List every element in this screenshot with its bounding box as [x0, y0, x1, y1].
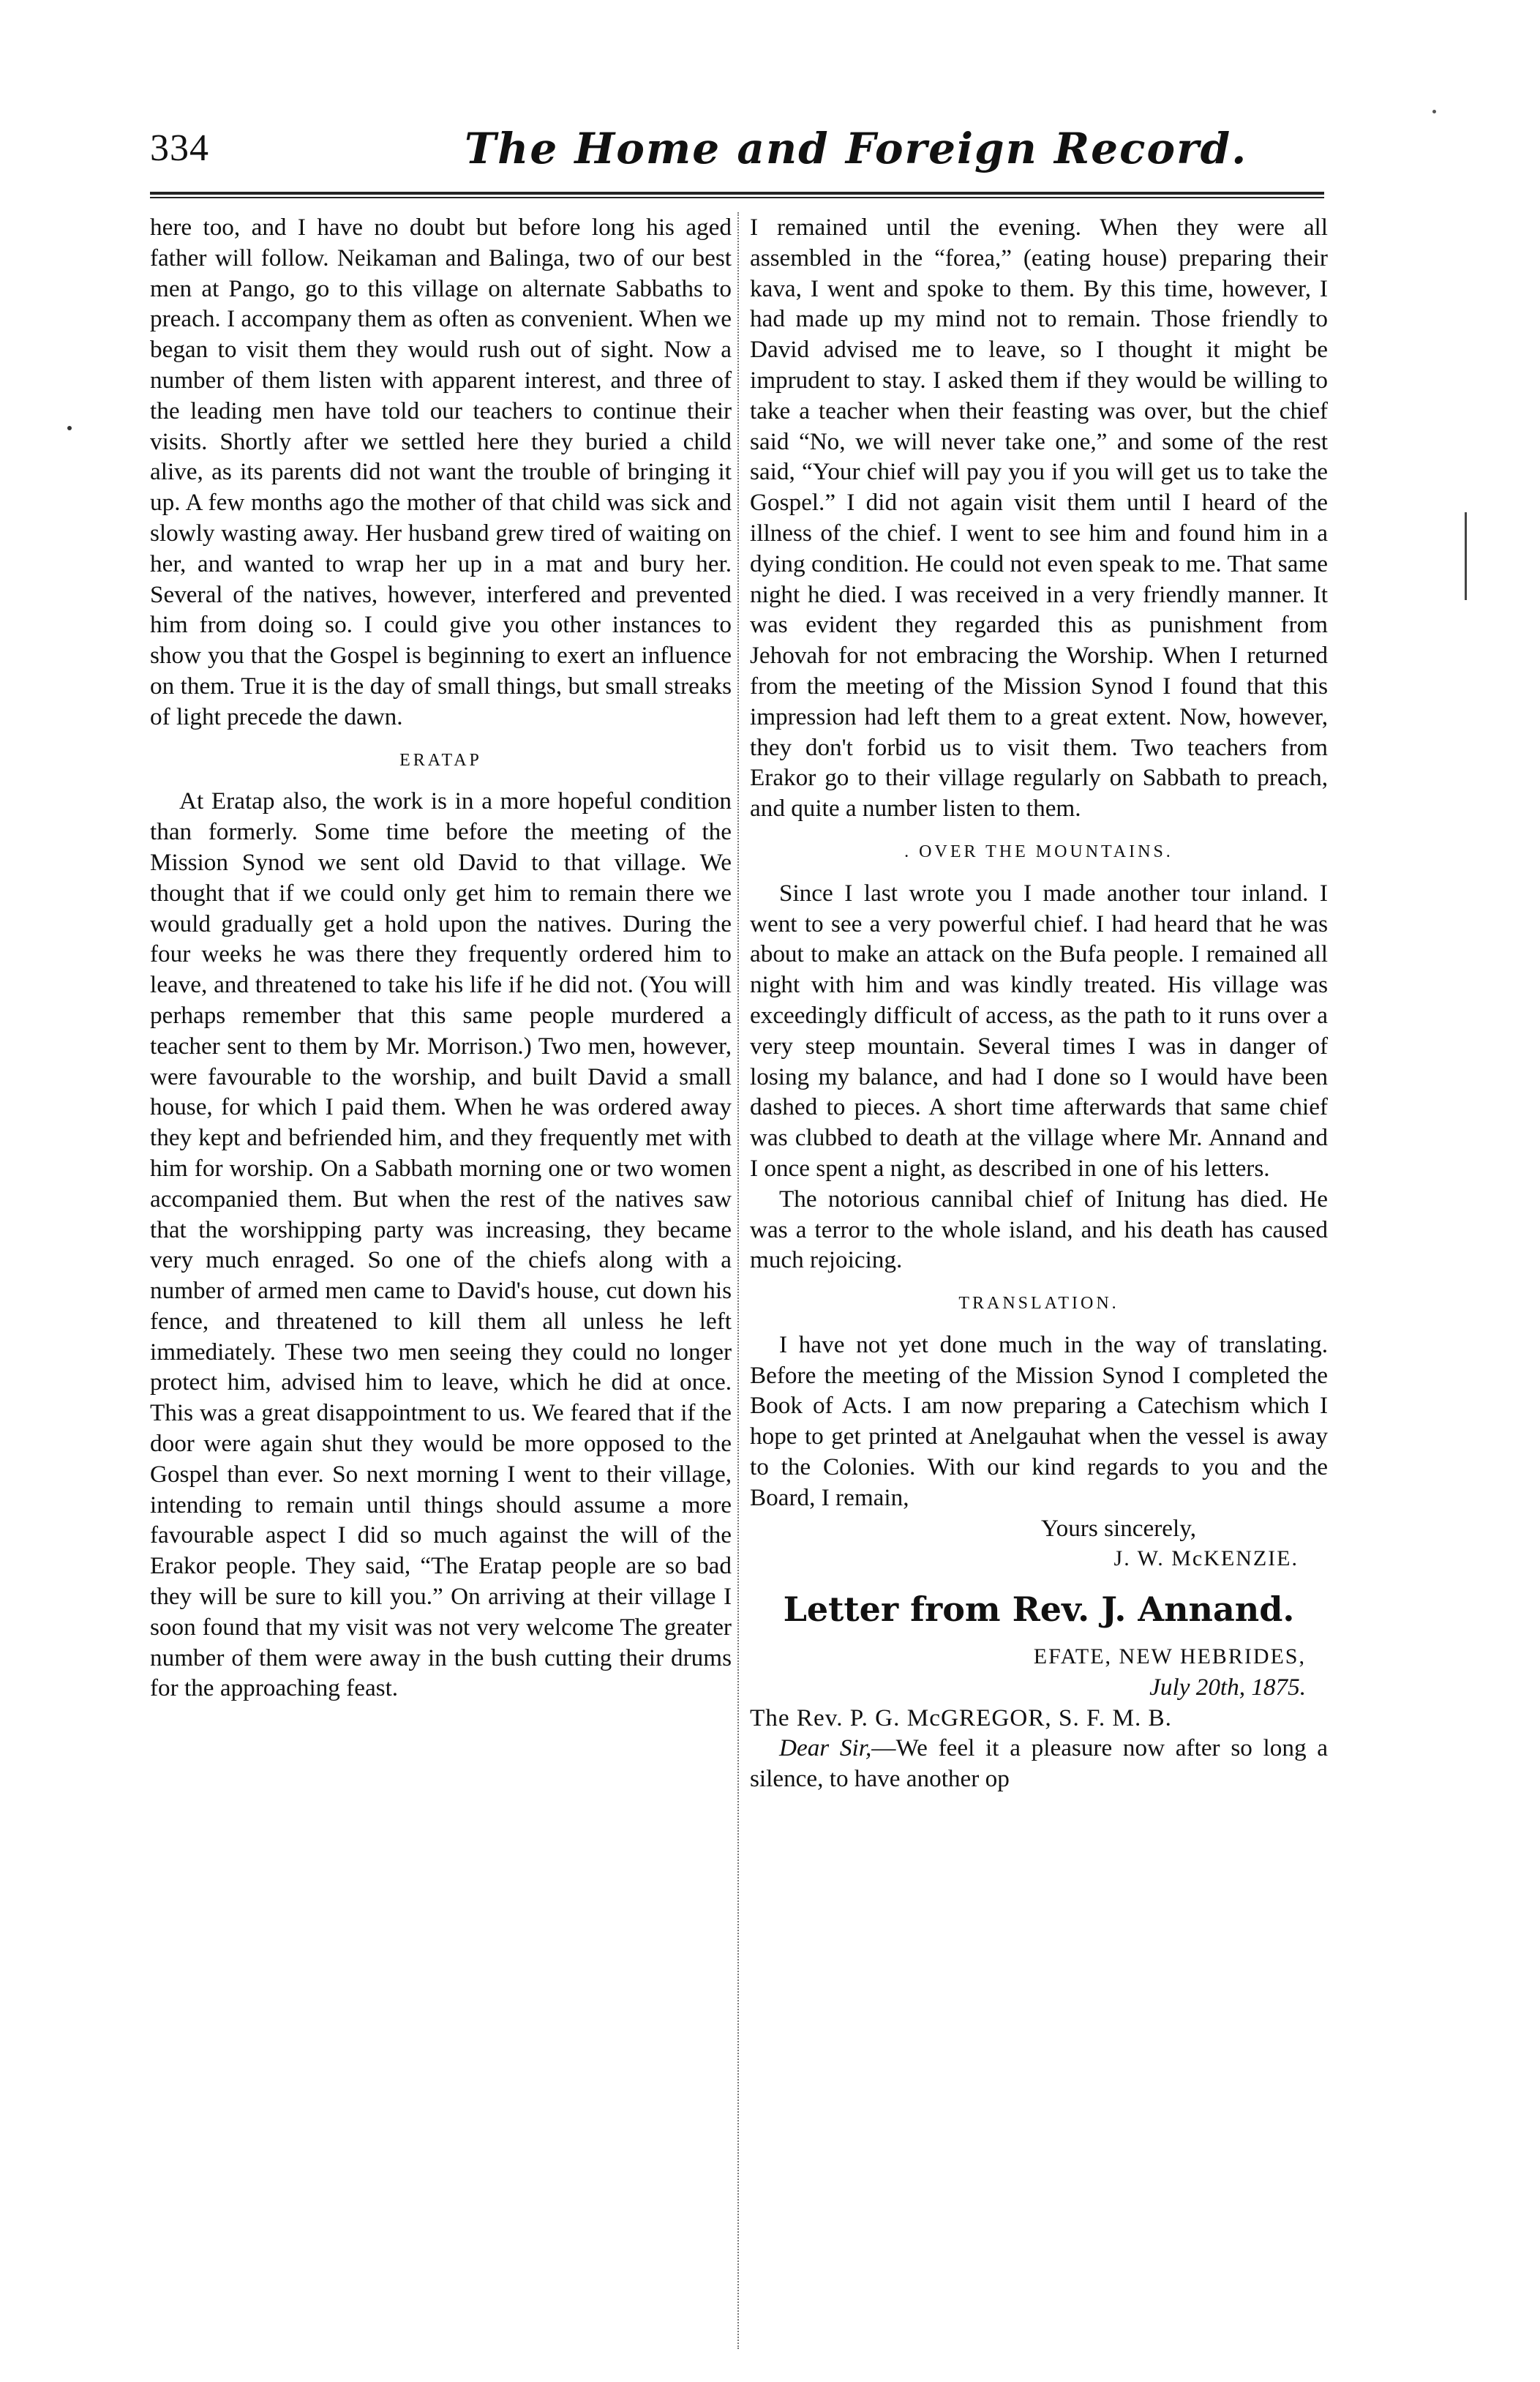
- paragraph-translation: I have not yet done much in the way of translating. Before the meeting of the Mission Synod I completed the Book of Acts. I am now preparing a Catechism which I hope to get printed at Anelgauhat when the vessel is away to the Colonies. With our kind regards to you and the Board, I remain,: [750, 1330, 1328, 1511]
- salutation-italic: Dear Sir,: [779, 1734, 872, 1762]
- speck-mark: [1432, 110, 1436, 113]
- letter-place: EFATE, NEW HEBRIDES,: [1033, 1644, 1306, 1669]
- section-heading-eratap: ERATAP: [399, 750, 482, 770]
- running-title: The Home and Foreign Record.: [465, 124, 1248, 173]
- salutation-text: —We feel it a pleasure now after so long a silence, to have another op: [750, 1734, 1328, 1793]
- margin-line-mark: [1465, 512, 1467, 600]
- signature: J. W. McKENZIE.: [1113, 1546, 1299, 1571]
- left-column: [150, 212, 732, 1704]
- paragraph-mountains-1: Since I last wrote you I made another tour inland. I went to see a very powerful chief. I had heard that he was about to make an attack on the Bufa people. I remained all night with him and was kindly treated. His village was exceedingly difficult of access, as the path to it runs over a very steep mountain. Several times I was in danger of losing my balance, and had I done so I would have been dashed to pieces. A short time afterwards that same chief was clubbed to death at the village where Mr. Annand and I once spent a night, as described in one of his letters.: [750, 879, 1328, 1182]
- paragraph-eratap: At Eratap also, the work is in a more hopeful condition than formerly. Some time before the meeting of the Mission Synod we sent old David to that village. We thought that if we could only get him to remain there we would gradually get a hold upon the natives. During the four weeks he was there they frequently ordered him to leave, and threatened to take his life if he did not. (You will perhaps remember that this same people murdered a teacher sent to them by Mr. Morrison.) Two men, however, were favourable to the worship, and built David a small house, for which I paid them. When he was ordered away they kept and befriended him, and they frequently met with him for worship. On a Sabbath morning one or two women accompanied them. But when the rest of the natives saw that the worshipping party was increasing, they became very much enraged. So one of the chiefs along with a number of armed men came to David's house, cut down his fence, and threatened to kill them all unless he left immediately. These two men seeing they could no longer protect him, advised him to leave, which he did at once. This was a great disappointment to us. We feared that if the door were again shut they would be more opposed to the Gospel than ever. So next morning I went to their village, intending to remain until things should assume a more favourable aspect I did so much against the will of the Erakor people. They said, “The Eratap people are so bad they will be sure to kill you.” On arriving at their village I soon found that my visit was not very welcome The greater number of them were away in the bush cutting their drums for the approaching feast.: [150, 787, 732, 1702]
- letter-salutation: [750, 1733, 1328, 1794]
- paragraph-mountains-2: The notorious cannibal chief of Initung has died. He was a terror to the whole island, and his death has caused much rejoicing.: [750, 1185, 1328, 1274]
- right-column: [750, 212, 1328, 1794]
- closing: Yours sincerely,: [1040, 1514, 1196, 1542]
- signoff: [750, 1513, 1328, 1575]
- letter-title: Letter from Rev. J. Annand.: [783, 1589, 1295, 1630]
- margin-speck: [67, 426, 72, 430]
- letter-date: July 20th, 1875.: [1149, 1673, 1306, 1701]
- section-heading-mountains: . OVER THE MOUNTAINS.: [904, 842, 1173, 861]
- section-heading-translation: TRANSLATION.: [958, 1294, 1119, 1314]
- header-rule: [150, 192, 1324, 198]
- letter-addressee: The Rev. P. G. McGREGOR, S. F. M. B.: [750, 1704, 1172, 1731]
- paragraph-continuation-right: I remained until the evening. When they were all assembled in the “forea,” (eating house) preparing their kava, I went and spoke to them. By this time, however, I had made up my mind not to remain. Those friendly to David advised me to leave, so I thought it might be imprudent to stay. I asked them if they would be willing to take a teacher when their feasting was over, but the chief said “No, we will never take one,” and some of the rest said, “Your chief will pay you if you will get us to take the Gospel.” I did not again visit them until I heard of the illness of the chief. I went to see him and found him in a dying condition. He could not even speak to me. That same night he died. I was received in a very friendly manner. It was evident they regarded this as punishment from Jehovah for not embracing the Worship. When I returned from the meeting of the Mission Synod I found that this impression had left them to a great extent. Now, however, they don't forbid us to visit them. Two teachers from Erakor go to their village regularly on Sabbath to preach, and quite a number listen to them.: [750, 214, 1328, 823]
- page-header: [150, 121, 1324, 179]
- column-divider: [737, 212, 739, 2349]
- paragraph-continuation: here too, and I have no doubt but before long his aged father will follow. Neikaman and Balinga, two of our best men at Pango, go to this village on alternate Sabbaths to preach. I accompany them as often as convenient. When we began to visit them they would rush out of sight. Now a number of them listen with apparent interest, and three of the leading men have told our teachers to continue their visits. Shortly after we settled here they buried a child alive, as its parents did not want the trouble of bringing it up. A few months ago the mother of that child was sick and slowly wasting away. Her husband grew tired of waiting on her, and wanted to wrap her up in a mat and bury her. Several of the natives, however, interfered and prevented him from doing so. I could give you other instances to show you that the Gospel is beginning to exert an influence on them. True it is the day of small things, but small streaks of light precede the dawn.: [150, 214, 732, 730]
- page-number: 334: [150, 127, 209, 169]
